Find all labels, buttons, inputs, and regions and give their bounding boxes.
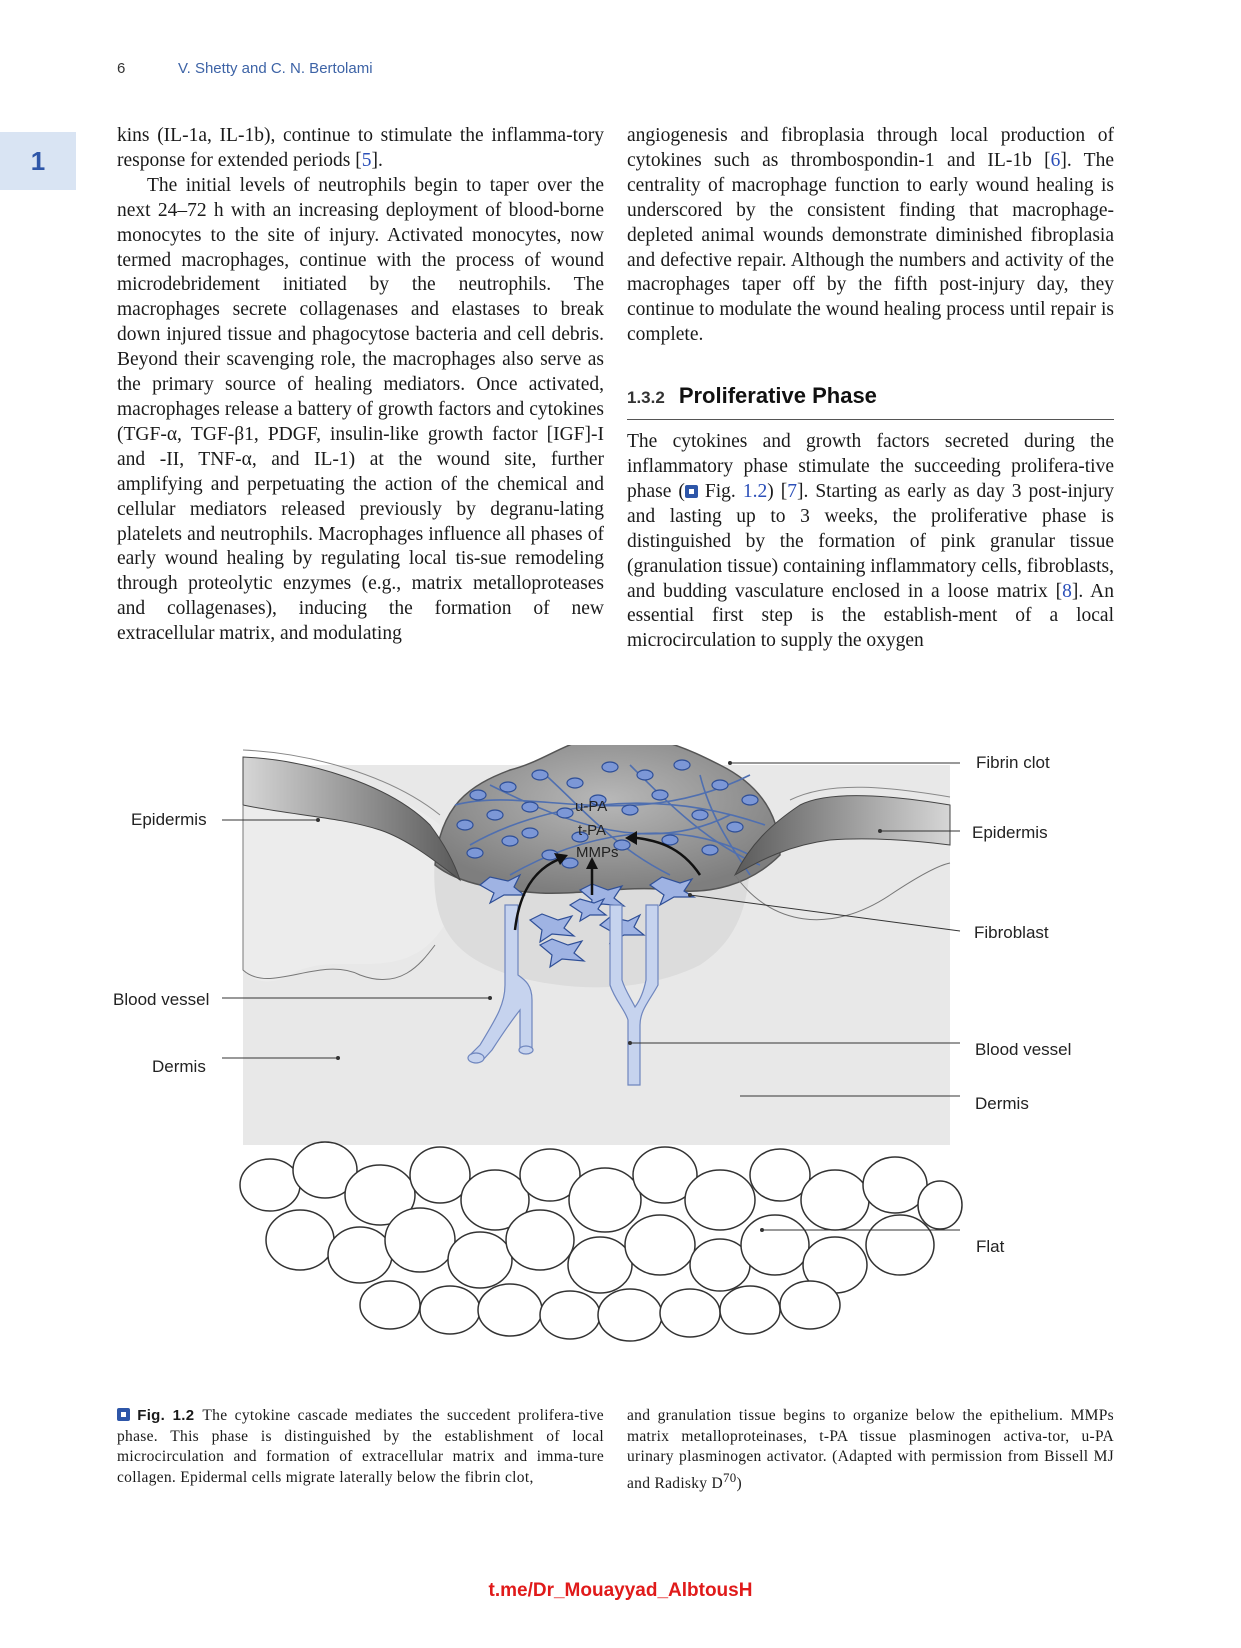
reference-link[interactable]: 7 xyxy=(787,480,797,502)
watermark: t.me/Dr_Mouayyad_AlbtousH xyxy=(488,1580,753,1601)
enzyme-label: u-PA xyxy=(575,798,608,815)
label-dermis-left: Dermis xyxy=(152,1057,206,1076)
wound-healing-illustration xyxy=(110,745,1130,1385)
label-blood-vessel-left: Blood vessel xyxy=(113,990,210,1009)
label-dermis-right: Dermis xyxy=(975,1094,1029,1113)
subcutaneous-fat xyxy=(240,1142,962,1341)
label-epidermis-right: Epidermis xyxy=(972,823,1048,842)
figure-ref-icon xyxy=(685,485,698,498)
reference-link[interactable]: 5 xyxy=(361,149,372,171)
label-blood-vessel-right: Blood vessel xyxy=(975,1040,1072,1059)
label-flat: Flat xyxy=(976,1237,1005,1256)
chapter-tab: 1 xyxy=(0,132,76,190)
label-epidermis-left: Epidermis xyxy=(131,810,207,829)
figure-icon xyxy=(117,1408,130,1421)
paragraph: The initial levels of neutrophils begin to taper over the next 24–72 h with an increasing deployment of blood-borne monocytes to the site of injury. Activated monocytes, now termed macrophages, continue with the process of wound microdebridement initiated by the neutrophils. The macrophages secrete collagenases and elastases to break down injured tissue and phagocytose bacteria and cell debris. Beyond their scavenging role, the macrophages also serve as the primary source of healing mediators. Once activated, macrophages release a battery of growth factors and cytokines (TGF-α, TGF-β1, PDGF, insulin-like growth factor [IGF]-I and -II, TNF-α, and IL-1) at the wound site, further amplifying and perpetuating the action of the chemical and cellular mediators released previously by degranu-lating platelets and neutrophils. Macrophages influence all phases of early wound healing by regulating local tis-sue remodeling through proteolytic enzymes (e.g., matrix metalloproteases and collagenases), inducing the formation of new extracellular matrix, and modulating xyxy=(117,174,604,645)
section-heading xyxy=(627,384,1114,420)
section-title: Proliferative Phase xyxy=(678,383,877,409)
figure-wound-diagram xyxy=(110,745,1130,1385)
page-number: 6 xyxy=(117,60,126,77)
label-fibroblast: Fibroblast xyxy=(974,923,1049,942)
reference-link[interactable]: 8 xyxy=(1062,580,1072,602)
enzyme-label: t-PA xyxy=(578,822,607,839)
figure-label: Fig. 1.2 xyxy=(137,1407,195,1424)
running-header-authors: V. Shetty and C. N. Bertolami xyxy=(178,60,373,77)
paragraph: angiogenesis and fibroplasia through local production of cytokines such as thrombospondin-1 and IL-1b [6]. The centrality of macrophage function to early wound healing is underscored by the consistent finding that macrophage-depleted animal wounds demonstrate diminished fibroplasia and defective repair. Although the numbers and activity of the macrophages taper off by the fifth post-injury day, they continue to modulate the wound healing process until repair is complete. xyxy=(627,125,1114,346)
figure-link[interactable]: 1.2 xyxy=(742,480,768,502)
text-column-left xyxy=(117,124,604,647)
reference-link[interactable]: 6 xyxy=(1050,149,1061,171)
paragraph: kins (IL-1a, IL-1b), continue to stimulate the inflamma-tory response for extended periods [5]. xyxy=(117,125,604,171)
figure-caption-left: Fig. 1.2 The cytokine cascade mediates the succedent prolifera-tive phase. This phase is distinguished by the establishment of local microcirculation and formation of extracellular matrix and imma-ture collagen. Epidermal cells migrate laterally below the fibrin clot, xyxy=(117,1407,604,1486)
label-fibrin-clot: Fibrin clot xyxy=(976,753,1050,772)
section-number: 1.3.2 xyxy=(627,388,665,408)
figure-caption-right: and granulation tissue begins to organize below the epithelium. MMPs matrix metalloproteinases, t-PA tissue plasminogen activa-tor, u-PA urinary plasminogen activator. (Adapted with permission from Bissell MJ and Radisky $D^{70}$) xyxy=(627,1407,1114,1492)
paragraph: The cytokines and growth factors secreted during the inflammatory phase stimulate the succeeding prolifera-tive phase ( Fig. 1.2) [7]. Starting as early as day 3 post-injury and lasting up to 3 weeks, the proliferative phase is distinguished by the formation of pink granular tissue (granulation tissue) containing inflammatory cells, fibroblasts, and budding vasculature enclosed in a loose matrix [8]. An essential first step is the establish-ment of a local microcirculation to supply the oxygen xyxy=(627,431,1115,652)
enzyme-label: MMPs xyxy=(576,844,619,861)
text-column-right xyxy=(627,124,1114,654)
